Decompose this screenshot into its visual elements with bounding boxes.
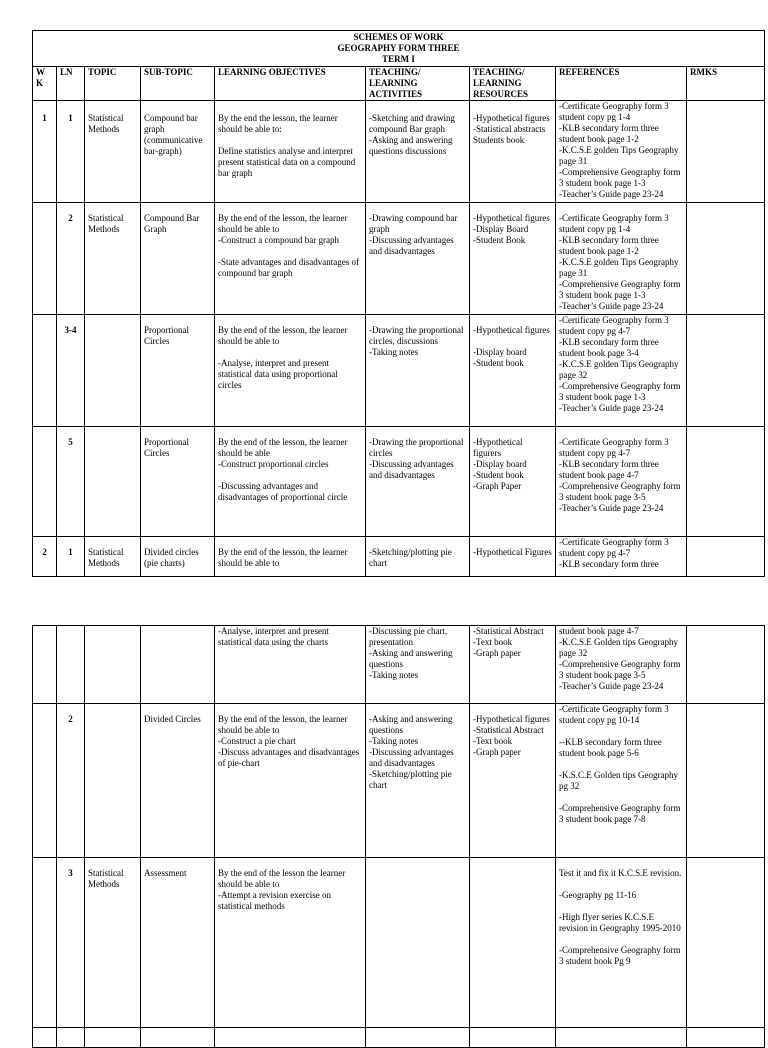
cell-references: -Certificate Geography form 3 student copy pg 4-7 -KLB secondary form three [556, 537, 687, 577]
cell-subtopic: Proportional Circles [141, 427, 215, 537]
cell-topic: Statistical Methods [85, 537, 141, 577]
cell-remarks [687, 427, 765, 537]
cell-wk: 2 [33, 537, 57, 577]
table-row [33, 315, 765, 427]
cell-activities: -Discussing pie chart, presentation -Asking and answering questions -Taking notes [366, 626, 470, 704]
cell-subtopic: Divided Circles [141, 704, 215, 858]
cell-objectives: By the end of the lesson, the learner should be able to [215, 537, 366, 577]
cell-wk [33, 427, 57, 537]
cell-subtopic: Assessment [141, 858, 215, 1028]
title-line1: SCHEMES OF WORK [353, 32, 444, 42]
cell-topic: Statistical Methods [85, 858, 141, 1028]
cell-wk [33, 203, 57, 315]
cell-objectives: -Analyse, interpret and present statistical data using the charts [215, 626, 366, 704]
cell-activities: -Drawing the proportional circles -Discussing advantages and disadvantages [366, 427, 470, 537]
cell-topic: Statistical Methods [85, 101, 141, 203]
cell-remarks [687, 203, 765, 315]
cell-topic: Statistical Methods [85, 203, 141, 315]
cell-references: -Certificate Geography form 3 student copy pg 10-14 --KLB secondary form three student book page 5-6 -K.S.C.E Golden tips Geography pg 32 -Comprehensive Geography form 3 student book page 7-8 [556, 704, 687, 858]
table-row-cut [33, 1028, 765, 1048]
scheme-table-page2 [32, 625, 765, 1048]
header-activities: TEACHING/ LEARNING ACTIVITIES [366, 67, 470, 101]
cell-ln: 2 [57, 704, 85, 858]
cell-wk [33, 858, 57, 1028]
table-row [33, 537, 765, 577]
scheme-table-page1 [32, 30, 765, 577]
cell-references: -Certificate Geography form 3 student copy pg 4-7 -KLB secondary form three student book page 4-7 -Comprehensive Geography form 3 student book page 3-5 -Teacher’s Guide page 23-24 [556, 427, 687, 537]
cell-ln: 1 [57, 101, 85, 203]
cell-objectives: By the end of the lesson, the learner should be able to -Construct a pie chart -Discuss advantages and disadvantages of pie-chart [215, 704, 366, 858]
table-row [33, 626, 765, 704]
header-objectives: LEARNING OBJECTIVES [215, 67, 366, 101]
cell-ln: 5 [57, 427, 85, 537]
cell-objectives: By the end of the lesson the learner should be able to -Attempt a revision exercise on statistical methods [215, 858, 366, 1028]
cell-activities [366, 858, 470, 1028]
cell-subtopic [141, 626, 215, 704]
cell-subtopic: Compound Bar Graph [141, 203, 215, 315]
title-line3: TERM I [382, 54, 415, 64]
cell-resources: -Hypothetical figures -Statistical abstracts Students book [470, 101, 556, 203]
cell-activities: -Sketching/plotting pie chart [366, 537, 470, 577]
cell-activities: -Drawing the proportional circles, discussions -Taking notes [366, 315, 470, 427]
header-ln: LN [57, 67, 85, 101]
table-row [33, 704, 765, 858]
table-row [33, 203, 765, 315]
cell-activities: -Drawing compound bar graph -Discussing advantages and disadvantages [366, 203, 470, 315]
cell-subtopic: Compound bar graph (communicative bar-graph) [141, 101, 215, 203]
cell-references: student book page 4-7 -K.C.S.E Golden tips Geography page 32 -Comprehensive Geography form 3 student book page 3-5 -Teacher’s Guide page 23-24 [556, 626, 687, 704]
cell-resources: -Statistical Abstract -Text book -Graph paper [470, 626, 556, 704]
header-references: REFERENCES [556, 67, 687, 101]
cell-references: -Certificate Geography form 3 student copy pg 1-4 -KLB secondary form three student book page 1-2 -K.C.S.E golden Tips Geography page 31 -Comprehensive Geography form 3 student book page 1-3 -Teacher’s Guide page 23-24 [556, 203, 687, 315]
cell-ln: 2 [57, 203, 85, 315]
cell-wk [33, 315, 57, 427]
cell-references: -Certificate Geography form 3 student copy pg 1-4 -KLB secondary form three student book page 1-2 -K.C.S.E golden Tips Geography page 31 -Comprehensive Geography form 3 student book page 1-3 -Teacher’s Guide page 23-24 [556, 101, 687, 203]
cell-wk: 1 [33, 101, 57, 203]
cell-resources: -Hypothetical figures -Display Board -Student Book [470, 203, 556, 315]
header-wk: W K [33, 67, 57, 101]
header-remarks: RMKS [687, 67, 765, 101]
title-line2: GEOGRAPHY FORM THREE [337, 43, 460, 53]
cell-remarks [687, 315, 765, 427]
cell-references: Test it and fix it K.C.S.E revision. -Geography pg 11-16 -High flyer series K.C.S.E revision in Geography 1995-2010 -Comprehensive Geography form 3 student book Pg 9 [556, 858, 687, 1028]
table-row [33, 427, 765, 537]
cell-subtopic: Divided circles (pie charts) [141, 537, 215, 577]
cell-activities: -Asking and answering questions -Taking notes -Discussing advantages and disadvantages -Sketching/plotting pie chart [366, 704, 470, 858]
cell-wk [33, 626, 57, 704]
header-subtopic: SUB-TOPIC [141, 67, 215, 101]
cell-objectives: By the end of the lesson, the learner should be able -Construct proportional circles -Discussing advantages and disadvantages of proportional circle [215, 427, 366, 537]
table-row [33, 101, 765, 203]
cell-objectives: By the end of the lesson, the learner should be able to -Analyse, interpret and present statistical data using proportional circles [215, 315, 366, 427]
cell-activities: -Sketching and drawing compound Bar graph -Asking and answering questions discussions [366, 101, 470, 203]
cell-topic [85, 626, 141, 704]
cell-resources: -Hypothetical figurers -Display board -Student book -Graph Paper [470, 427, 556, 537]
cell-objectives: By the end of the lesson, the learner should be able to -Construct a compound bar graph -State advantages and disadvantages of compound bar graph [215, 203, 366, 315]
cell-topic [85, 427, 141, 537]
cell-ln: 3-4 [57, 315, 85, 427]
cell-references: -Certificate Geography form 3 student copy pg 4-7 -KLB secondary form three student book page 3-4 -K.C.S.E golden Tips Geography page 32 -Comprehensive Geography form 3 student book page 1-3 -Teacher’s Guide page 23-24 [556, 315, 687, 427]
cell-resources: -Hypothetical figures -Statistical Abstract -Text book -Graph paper [470, 704, 556, 858]
cell-remarks [687, 101, 765, 203]
cell-wk [33, 704, 57, 858]
cell-resources [470, 858, 556, 1028]
header-resources: TEACHING/ LEARNING RESOURCES [470, 67, 556, 101]
cell-remarks [687, 537, 765, 577]
header-topic: TOPIC [85, 67, 141, 101]
cell-remarks [687, 626, 765, 704]
document-title [33, 31, 765, 67]
table-row [33, 858, 765, 1028]
cell-ln: 1 [57, 537, 85, 577]
cell-objectives: By the end the lesson, the learner should be able to: Define statistics analyse and interpret present statistical data on a compound bar graph [215, 101, 366, 203]
cell-topic [85, 704, 141, 858]
header-row [33, 67, 765, 101]
cell-ln: 3 [57, 858, 85, 1028]
cell-ln [57, 626, 85, 704]
cell-subtopic: Proportional Circles [141, 315, 215, 427]
cell-topic [85, 315, 141, 427]
cell-resources: -Hypothetical figures -Display board -Student book [470, 315, 556, 427]
cell-remarks [687, 704, 765, 858]
cell-remarks [687, 858, 765, 1028]
cell-resources: -Hypothetical Figures [470, 537, 556, 577]
